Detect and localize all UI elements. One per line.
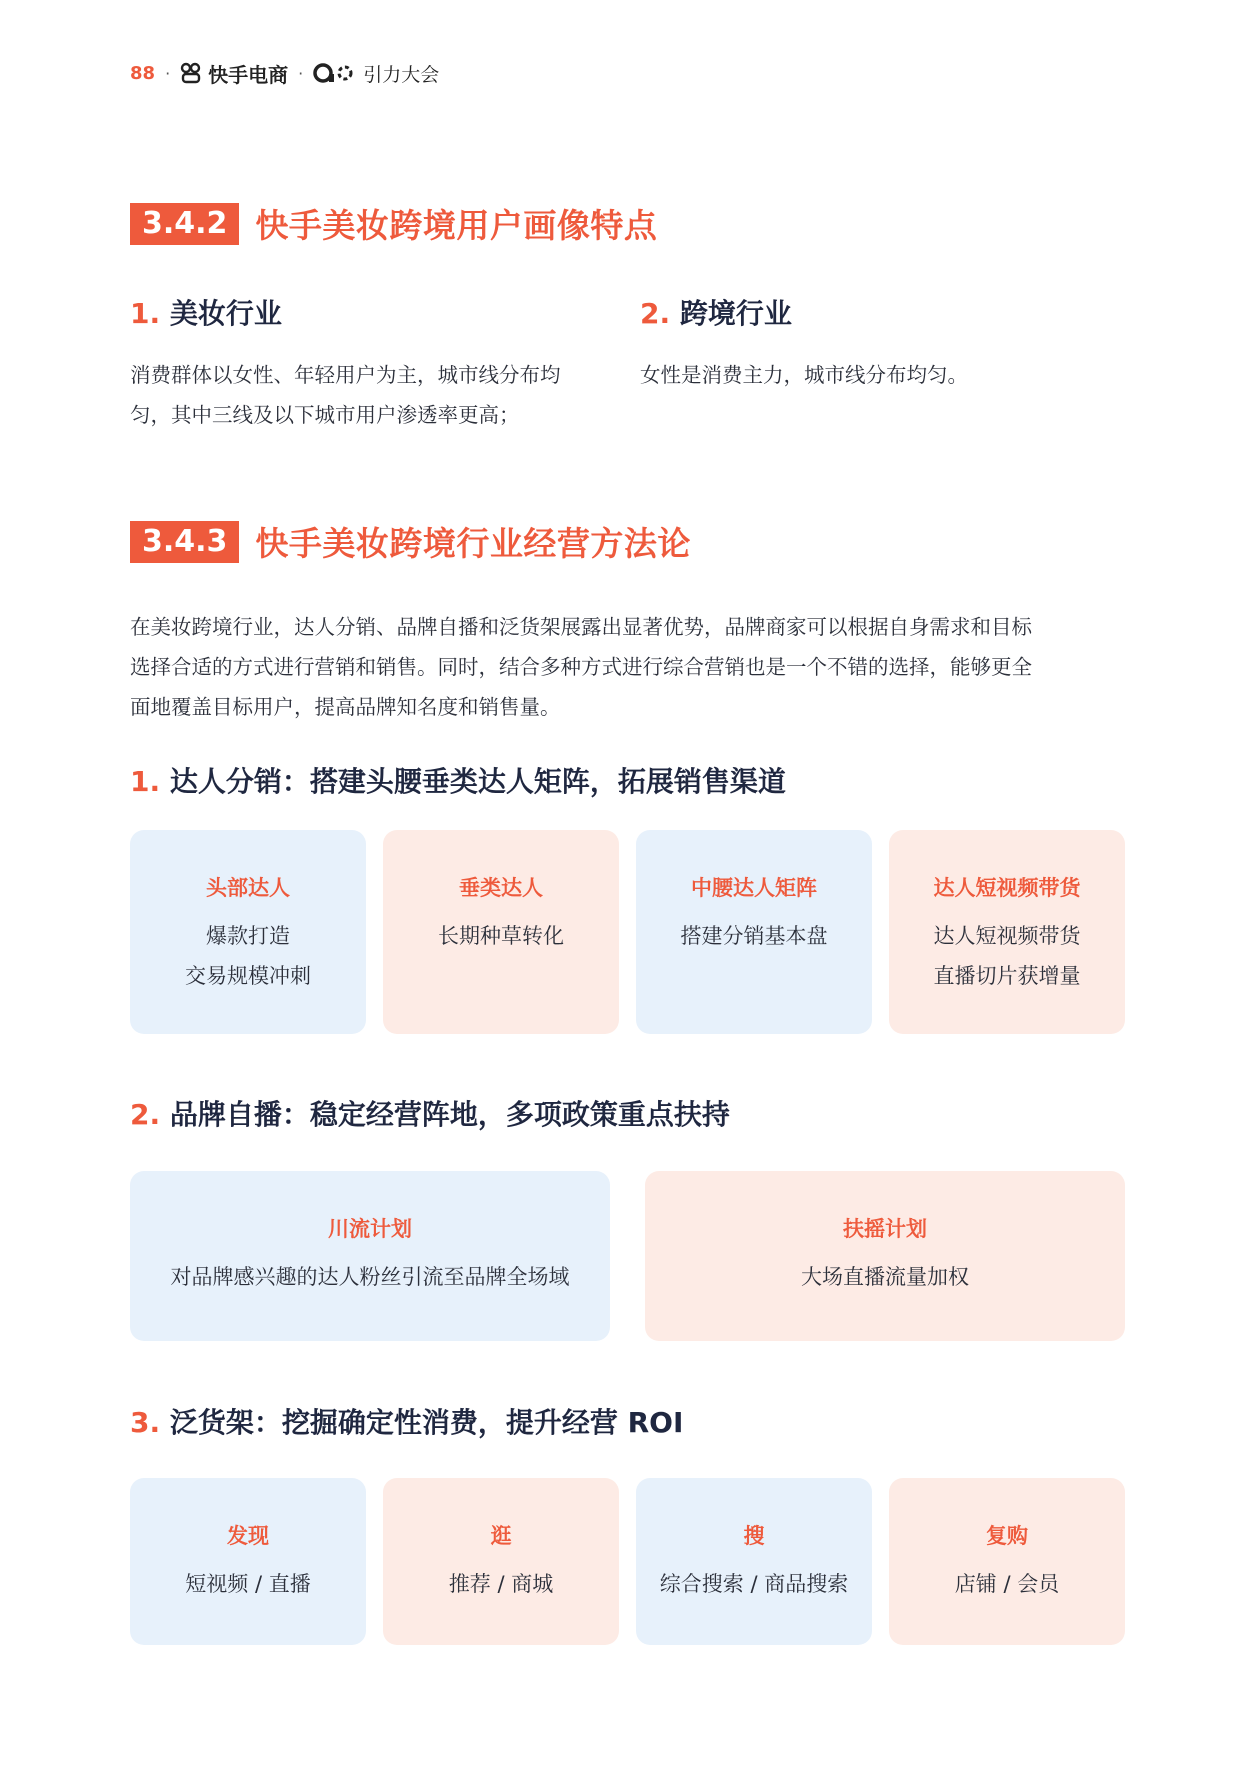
section-number: 3.4.3 <box>130 521 239 563</box>
separator: · <box>298 63 304 83</box>
section-number: 3.4.2 <box>130 203 239 245</box>
brand-name: 快手电商 <box>208 62 289 87</box>
yinli-logo-icon <box>313 61 357 85</box>
section-heading: 快手美妆跨境用户画像特点 <box>255 206 658 245</box>
subheading-influencer-distribution: 1. 达人分销：搭建头腰垂类达人矩阵，拓展销售渠道 <box>130 765 786 798</box>
page-number: 88 <box>130 62 156 84</box>
section-title-3-4-2 <box>130 200 657 247</box>
kuaishou-ecommerce-logo <box>180 59 288 88</box>
card-vertical-influencer: 垂类达人 长期种草转化 <box>383 830 619 1034</box>
section-title-3-4-3 <box>130 518 691 565</box>
subheading-shelf: 3. 泛货架：挖掘确定性消费，提升经营 ROI <box>130 1406 684 1439</box>
subheading-beauty: 1. 美妆行业 <box>130 297 282 330</box>
separator: · <box>165 63 171 83</box>
card-short-video-sales: 达人短视频带货 达人短视频带货 直播切片获增量 <box>889 830 1125 1034</box>
yinli-dahui-logo <box>313 60 439 87</box>
kuaishou-logo-icon <box>180 62 202 84</box>
intro-paragraph: 在美妆跨境行业，达人分销、品牌自播和泛货架展露出显著优势，品牌商家可以根据自身需求和目标 选择合适的方式进行营销和销售。同时，结合多种方式进行综合营销也是一个不错的选择，能够更全 面地覆盖目标用户，提高品牌知名度和销售量。 <box>130 615 1032 719</box>
card-browse: 逛 推荐 / 商城 <box>383 1478 619 1645</box>
section-heading: 快手美妆跨境行业经营方法论 <box>255 524 691 563</box>
card-discover: 发现 短视频 / 直播 <box>130 1478 366 1645</box>
card-fuyao-plan: 扶摇计划 大场直播流量加权 <box>645 1171 1125 1341</box>
beauty-description: 消费群体以女性、年轻用户为主，城市线分布均 匀，其中三线及以下城市用户渗透率更高； <box>130 363 561 427</box>
subheading-cross-border: 2. 跨境行业 <box>640 297 792 330</box>
cross-border-description: 女性是消费主力，城市线分布均匀。 <box>640 363 968 387</box>
card-search: 搜 综合搜索 / 商品搜索 <box>636 1478 872 1645</box>
page-header <box>130 58 439 88</box>
card-mid-tier-matrix: 中腰达人矩阵 搭建分销基本盘 <box>636 830 872 1034</box>
card-repurchase: 复购 店铺 / 会员 <box>889 1478 1125 1645</box>
subheading-brand-live: 2. 品牌自播：稳定经营阵地，多项政策重点扶持 <box>130 1098 730 1131</box>
card-chuanliu-plan: 川流计划 对品牌感兴趣的达人粉丝引流至品牌全场域 <box>130 1171 610 1341</box>
card-top-influencer: 头部达人 爆款打造 交易规模冲刺 <box>130 830 366 1034</box>
event-name: 引力大会 <box>363 63 440 86</box>
